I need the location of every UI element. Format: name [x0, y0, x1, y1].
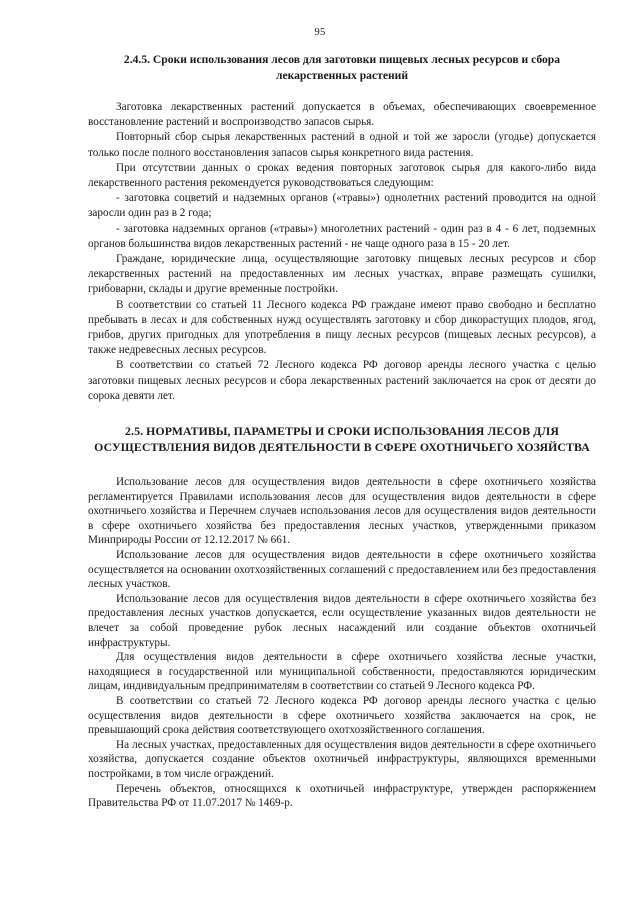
list-item: - заготовка соцветий и надземных органов («травы») однолетних растений проводится на одной заросли один раз в 2 года; — [88, 192, 596, 220]
paragraph: В соответствии со статьей 11 Лесного кодекса РФ граждане имеют право свободно и бесплатно пребывать в лесах и для собственных нужд осуществлять заготовку и сбор дикорастущих плодов, ягод, грибов, других пригодных для употребления в пищу лесных ресурсов (пищевых лесных ресурсов), а также недревесных лесных ресурсов. — [88, 298, 596, 357]
paragraph: В соответствии со статьей 72 Лесного кодекса РФ договор аренды лесного участка с целью заготовки пищевых лесных ресурсов и сбора лекарственных растений заключается на срок от десяти до сорока девяти лет. — [88, 359, 596, 402]
paragraph: Для осуществления видов деятельности в сфере охотничьего хозяйства лесные участки, находящиеся в государственной или муниципальной собственности, предоставляются юридическим лицам, индивидуальным предпринимателям в соответствии со статьей 9 Лесного кодекса РФ. — [88, 651, 596, 693]
paragraph: В соответствии со статьей 72 Лесного кодекса РФ договор аренды лесного участка с целью осуществления видов деятельности в сфере охотничьего хозяйства заключается на срок, не превышающий срока действия соответствующего охотхозяйственного соглашения. — [88, 694, 596, 737]
paragraph: На лесных участках, предоставленных для осуществления видов деятельности в сфере охотничьего хозяйства, допускается создание объектов охотничьей инфраструктуры, являющихся временными постройками, в том числе ограждений. — [88, 738, 596, 780]
section-heading-2-5: 2.5. НОРМАТИВЫ, ПАРАМЕТРЫ И СРОКИ ИСПОЛЬЗОВАНИЯ ЛЕСОВ ДЛЯ ОСУЩЕСТВЛЕНИЯ ВИДОВ ДЕЯТЕЛЬНОСТИ В СФЕРЕ ОХОТНИЧЬЕГО ХОЗЯЙСТВА — [94, 424, 590, 454]
page-content — [88, 52, 596, 811]
paragraph: Повторный сбор сырья лекарственных растений в одной и той же заросли (угодье) допускается только после полного восстановления запасов сырья конкретного вида растения. — [88, 131, 596, 159]
section-heading-2-4-5: 2.4.5. Сроки использования лесов для заготовки пищевых лесных ресурсов и сбора лекарственных растений — [123, 53, 561, 82]
list-item: - заготовка надземных органов («травы») многолетних растений - один раз в 4 - 6 лет, подземных органов большинства видов лекарственных растений - не чаще одного раза в 15 - 20 лет. — [88, 222, 596, 250]
paragraph: Использование лесов для осуществления видов деятельности в сфере охотничьего хозяйства осуществляется на основании охотхозяйственных соглашений с предоставлением или без предоставления лесных участков. — [88, 549, 596, 591]
paragraph: Использование лесов для осуществления видов деятельности в сфере охотничьего хозяйства без предоставления лесных участков допускается, если осуществление указанных видов деятельности не влечет за собой проведение рубок лесных насаждений или создание объектов охотничьей инфраструктуры. — [88, 592, 596, 649]
page-number: 95 — [314, 27, 326, 38]
paragraph: Заготовка лекарственных растений допускается в объемах, обеспечивающих своевременное восстановление растений и воспроизводство запасов сырья. — [88, 101, 596, 129]
paragraph: Граждане, юридические лица, осуществляющие заготовку пищевых лесных ресурсов и сбор лекарственных растений на предоставленных им лесных участках, вправе размещать сушилки, грибоварни, склады и другие временные постройки. — [88, 253, 596, 296]
paragraph: При отсутствии данных о сроках ведения повторных заготовок сырья для какого-либо вида лекарственного растения рекомендуется руководствоваться следующим: — [88, 161, 596, 190]
paragraph: Перечень объектов, относящихся к охотничьей инфраструктуре, утвержден распоряжением Правительства РФ от 11.07.2017 № 1469-р. — [88, 782, 596, 810]
paragraph: Использование лесов для осуществления видов деятельности в сфере охотничьего хозяйства регламентируется Правилами использования лесов для осуществления видов деятельности в сфере охотничьего хозяйства и Перечнем случаев использования лесов для осуществления видов деятельности в сфере охотничьего хозяйства без предоставления лесных участков, утвержденными приказом Минприроды России от 12.12.2017 № 661. — [88, 476, 596, 547]
